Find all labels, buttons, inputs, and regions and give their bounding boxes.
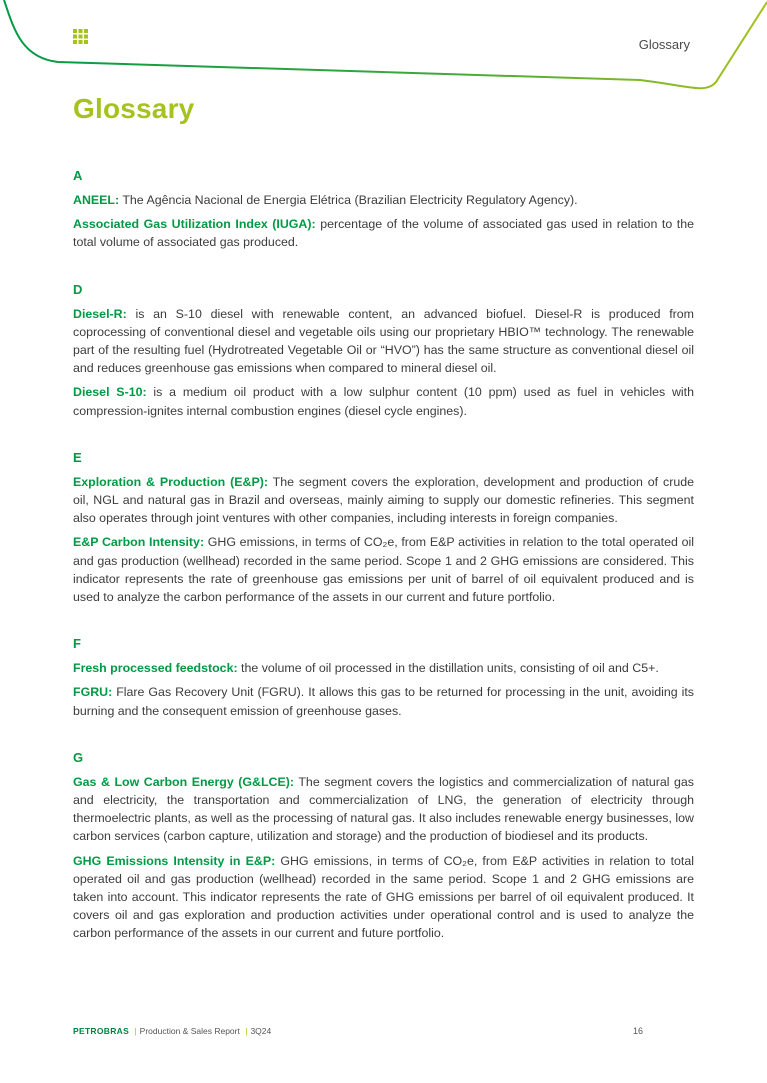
header-section-title: Glossary xyxy=(638,37,690,52)
section-letter: D xyxy=(73,281,83,297)
entry-definition: the volume of oil processed in the distillation units, consisting of oil and C5+. xyxy=(237,661,659,676)
entry-definition: Flare Gas Recovery Unit (FGRU). It allows this gas to be returned for processing in the unit, avoiding its burning and the consequent emission of greenhouse gases. xyxy=(73,685,694,718)
entry-term: FGRU: xyxy=(73,685,113,700)
glossary-entry xyxy=(73,191,694,209)
glossary-entry xyxy=(73,659,694,677)
page-title: Glossary xyxy=(73,93,195,124)
entry-definition: percentage of the volume of associated gas used in relation to the total volume of associated gas produced. xyxy=(73,217,694,250)
brand-logo-text: PETROBRAS xyxy=(73,1026,130,1036)
entry-term: Exploration & Production (E&P): xyxy=(73,474,268,489)
footer xyxy=(73,1026,271,1036)
entry-definition: GHG emissions, in terms of CO₂e, from E&P activities in relation to the total operated oil and gas production (wellhead) recorded in the same period. Scope 1 and 2 GHG emissions are considered. This indicator represents the rate of greenhouse gas emissions per unit of barrel of oil equivalent produced and is used to analyze the carbon performance of the assets in our current and future portfolio. xyxy=(73,535,694,605)
entry-definition: The segment covers the logistics and commercialization of natural gas and electricity, the transportation and commercialization of LNG, the generation of electricity through thermoelectric plants, as well as the processing of natural gas. It also includes renewable energy businesses, low carbon services (carbon capture, utilization and storage) and the production of biodiesel and its products. xyxy=(73,774,695,844)
report-period: 3Q24 xyxy=(250,1026,272,1036)
section-letter: G xyxy=(73,749,84,765)
entry-term: GHG Emissions Intensity in E&P: xyxy=(73,853,276,868)
grid-icon xyxy=(73,29,88,44)
glossary-entry xyxy=(73,773,694,846)
entry-term: Diesel S-10: xyxy=(73,385,147,400)
entry-definition: The segment covers the exploration, development and production of crude oil, NGL and natural gas in Brazil and overseas, mainly aiming to supply our domestic refineries. This segment also operates through joint ventures with other companies, including interests in foreign companies. xyxy=(73,474,694,526)
glossary-entry xyxy=(73,305,694,378)
glossary-section-f xyxy=(73,636,694,720)
glossary-content xyxy=(73,168,694,973)
glossary-section-d xyxy=(73,282,694,420)
glossary-entry xyxy=(73,215,694,251)
entry-definition: is an S-10 diesel with renewable content, an advanced biofuel. Diesel-R is produced from coprocessing of conventional diesel and vegetable oils using our proprietary HBIO™ technology. The renewable part of the resulting fuel (Hydrotreated Vegetable Oil or “HVO”) has the same structure as conventional diesel oil and reduces greenhouse gas emissions when compared to mineral diesel oil. xyxy=(73,306,694,376)
entry-definition: The Agência Nacional de Energia Elétrica (Brazilian Electricity Regulatory Agency). xyxy=(119,193,578,207)
entry-term: Associated Gas Utilization Index (IUGA): xyxy=(73,217,316,232)
page-number: 16 xyxy=(633,1026,644,1036)
section-letter: E xyxy=(73,449,82,465)
section-letter: A xyxy=(73,168,83,183)
entry-definition: GHG emissions, in terms of CO₂e, from E&P activities in relation to total operated oil and gas production (wellhead) recorded in the same period. Scope 1 and 2 GHG emissions are taken into account. This indicator represents the rate of GHG emissions per barrel of oil equivalent produced. It covers oil and gas exploration and production activities under operational control and is used to analyze the carbon performance of the assets in our current and future portfolio. xyxy=(73,853,694,941)
report-name: Production & Sales Report xyxy=(139,1026,240,1036)
entry-definition: is a medium oil product with a low sulphur content (10 ppm) used as fuel in vehicles with compression-ignites internal combustion engines (diesel cycle engines). xyxy=(73,385,694,418)
glossary-section-e xyxy=(73,450,694,606)
glossary-entry xyxy=(73,852,694,943)
entry-term: Gas & Low Carbon Energy (G&LCE): xyxy=(73,774,295,789)
entry-term: ANEEL: xyxy=(73,193,120,207)
glossary-entry xyxy=(73,383,694,419)
glossary-section-g xyxy=(73,750,694,943)
entry-term: Fresh processed feedstock: xyxy=(73,661,238,676)
glossary-section-a xyxy=(73,168,694,252)
footer-separator: | xyxy=(134,1026,137,1036)
entry-term: E&P Carbon Intensity: xyxy=(73,535,205,550)
glossary-entry xyxy=(73,533,694,606)
glossary-entry xyxy=(73,473,694,528)
glossary-entry xyxy=(73,683,694,719)
section-letter: F xyxy=(73,636,81,652)
entry-term: Diesel-R: xyxy=(73,306,127,321)
footer-separator: | xyxy=(245,1026,248,1036)
